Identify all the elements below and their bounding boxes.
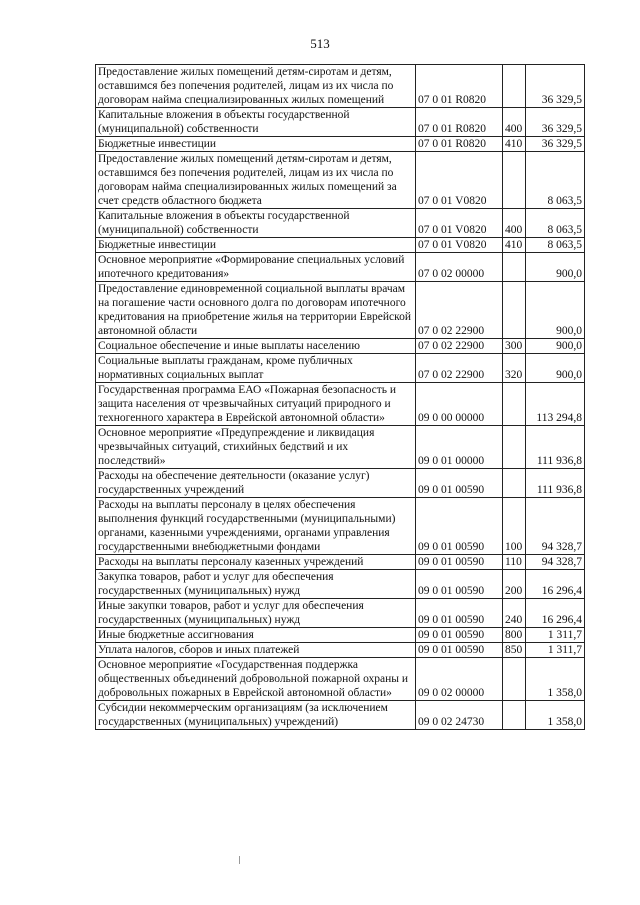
- amount-cell: 36 329,5: [526, 137, 585, 152]
- table-row: [96, 253, 585, 282]
- table-row: [96, 108, 585, 137]
- table-row: [96, 426, 585, 469]
- target-code-cell: 09 0 01 00000: [416, 426, 503, 469]
- expense-type-cell: 850: [503, 643, 526, 658]
- amount-cell: 113 294,8: [526, 383, 585, 426]
- item-name-cell: Иные бюджетные ассигнования: [96, 628, 416, 643]
- target-code-cell: 09 0 01 00590: [416, 643, 503, 658]
- expense-type-cell: 400: [503, 108, 526, 137]
- amount-cell: 900,0: [526, 339, 585, 354]
- item-name-cell: Расходы на выплаты персоналу в целях обеспечения выполнения функций государственными (муниципальными) органами, казенными учреждениями, органами управления государственными внебюджетными фондами: [96, 498, 416, 555]
- item-name-cell: Основное мероприятие «Государственная поддержка общественных объединений добровольной пожарной охраны и добровольных пожарных в Еврейской автономной области»: [96, 658, 416, 701]
- expense-type-cell: [503, 282, 526, 339]
- amount-cell: 16 296,4: [526, 570, 585, 599]
- expense-type-cell: [503, 658, 526, 701]
- table-row: [96, 599, 585, 628]
- amount-cell: 94 328,7: [526, 555, 585, 570]
- expense-type-cell: 100: [503, 498, 526, 555]
- target-code-cell: 09 0 02 00000: [416, 658, 503, 701]
- page-number: 513: [310, 36, 330, 51]
- item-name-cell: Расходы на выплаты персоналу казенных учреждений: [96, 555, 416, 570]
- table-row: [96, 282, 585, 339]
- expense-type-cell: [503, 152, 526, 209]
- table-row: [96, 570, 585, 599]
- table-row: [96, 152, 585, 209]
- scan-mark: [239, 856, 240, 864]
- amount-cell: 8 063,5: [526, 238, 585, 253]
- target-code-cell: 07 0 02 22900: [416, 282, 503, 339]
- item-name-cell: Закупка товаров, работ и услуг для обеспечения государственных (муниципальных) нужд: [96, 570, 416, 599]
- target-code-cell: 09 0 02 24730: [416, 701, 503, 730]
- target-code-cell: 09 0 01 00590: [416, 469, 503, 498]
- target-code-cell: 07 0 01 R0820: [416, 137, 503, 152]
- item-name-cell: Уплата налогов, сборов и иных платежей: [96, 643, 416, 658]
- item-name-cell: Основное мероприятие «Предупреждение и ликвидация чрезвычайных ситуаций, стихийных бедствий и их последствий»: [96, 426, 416, 469]
- expense-type-cell: 300: [503, 339, 526, 354]
- expense-type-cell: 410: [503, 238, 526, 253]
- item-name-cell: Предоставление жилых помещений детям-сиротам и детям, оставшимся без попечения родителей, лицам из их числа по договорам найма специализированных жилых помещений за счет средств областного бюджета: [96, 152, 416, 209]
- target-code-cell: 07 0 02 22900: [416, 354, 503, 383]
- table-row: [96, 555, 585, 570]
- amount-cell: 36 329,5: [526, 65, 585, 108]
- target-code-cell: 09 0 00 00000: [416, 383, 503, 426]
- item-name-cell: Расходы на обеспечение деятельности (оказание услуг) государственных учреждений: [96, 469, 416, 498]
- amount-cell: 1 311,7: [526, 628, 585, 643]
- amount-cell: 111 936,8: [526, 426, 585, 469]
- amount-cell: 1 311,7: [526, 643, 585, 658]
- expense-type-cell: [503, 701, 526, 730]
- target-code-cell: 07 0 02 00000: [416, 253, 503, 282]
- amount-cell: 8 063,5: [526, 152, 585, 209]
- target-code-cell: 07 0 01 V0820: [416, 209, 503, 238]
- target-code-cell: 07 0 01 V0820: [416, 152, 503, 209]
- table-row: [96, 628, 585, 643]
- table-row: [96, 339, 585, 354]
- item-name-cell: Социальное обеспечение и иные выплаты населению: [96, 339, 416, 354]
- table-row: [96, 65, 585, 108]
- amount-cell: 8 063,5: [526, 209, 585, 238]
- target-code-cell: 09 0 01 00590: [416, 599, 503, 628]
- target-code-cell: 07 0 01 R0820: [416, 108, 503, 137]
- amount-cell: 1 358,0: [526, 658, 585, 701]
- amount-cell: 900,0: [526, 354, 585, 383]
- expense-type-cell: 240: [503, 599, 526, 628]
- table-row: [96, 209, 585, 238]
- item-name-cell: Капитальные вложения в объекты государственной (муниципальной) собственности: [96, 108, 416, 137]
- table-row: [96, 137, 585, 152]
- budget-table: [95, 64, 585, 730]
- expense-type-cell: [503, 426, 526, 469]
- amount-cell: 94 328,7: [526, 498, 585, 555]
- target-code-cell: 09 0 01 00590: [416, 628, 503, 643]
- table-row: [96, 469, 585, 498]
- amount-cell: 900,0: [526, 282, 585, 339]
- table-row: [96, 383, 585, 426]
- target-code-cell: 09 0 01 00590: [416, 570, 503, 599]
- expense-type-cell: 320: [503, 354, 526, 383]
- expense-type-cell: 200: [503, 570, 526, 599]
- table-row: [96, 701, 585, 730]
- amount-cell: 111 936,8: [526, 469, 585, 498]
- expense-type-cell: 410: [503, 137, 526, 152]
- item-name-cell: Социальные выплаты гражданам, кроме публичных нормативных социальных выплат: [96, 354, 416, 383]
- expense-type-cell: [503, 65, 526, 108]
- table-row: [96, 643, 585, 658]
- budget-table-body: [96, 65, 585, 730]
- expense-type-cell: 800: [503, 628, 526, 643]
- table-row: [96, 658, 585, 701]
- target-code-cell: 09 0 01 00590: [416, 555, 503, 570]
- item-name-cell: Капитальные вложения в объекты государственной (муниципальной) собственности: [96, 209, 416, 238]
- table-row: [96, 354, 585, 383]
- amount-cell: 16 296,4: [526, 599, 585, 628]
- amount-cell: 1 358,0: [526, 701, 585, 730]
- item-name-cell: Субсидии некоммерческим организациям (за исключением государственных (муниципальных) учреждений): [96, 701, 416, 730]
- item-name-cell: Государственная программа ЕАО «Пожарная безопасность и защита населения от чрезвычайных ситуаций природного и техногенного характера в Еврейской автономной области»: [96, 383, 416, 426]
- target-code-cell: 09 0 01 00590: [416, 498, 503, 555]
- expense-type-cell: [503, 383, 526, 426]
- amount-cell: 36 329,5: [526, 108, 585, 137]
- expense-type-cell: 400: [503, 209, 526, 238]
- item-name-cell: Предоставление единовременной социальной выплаты врачам на погашение части основного долга по договорам ипотечного кредитования на приобретение жилья на территории Еврейской автономной области: [96, 282, 416, 339]
- item-name-cell: Бюджетные инвестиции: [96, 238, 416, 253]
- target-code-cell: 07 0 02 22900: [416, 339, 503, 354]
- expense-type-cell: [503, 469, 526, 498]
- target-code-cell: 07 0 01 V0820: [416, 238, 503, 253]
- target-code-cell: 07 0 01 R0820: [416, 65, 503, 108]
- item-name-cell: Иные закупки товаров, работ и услуг для обеспечения государственных (муниципальных) нужд: [96, 599, 416, 628]
- table-row: [96, 238, 585, 253]
- item-name-cell: Предоставление жилых помещений детям-сиротам и детям, оставшимся без попечения родителей, лицам из их числа по договорам найма специализированных жилых помещений: [96, 65, 416, 108]
- expense-type-cell: [503, 253, 526, 282]
- table-row: [96, 498, 585, 555]
- item-name-cell: Основное мероприятие «Формирование специальных условий ипотечного кредитования»: [96, 253, 416, 282]
- amount-cell: 900,0: [526, 253, 585, 282]
- item-name-cell: Бюджетные инвестиции: [96, 137, 416, 152]
- expense-type-cell: 110: [503, 555, 526, 570]
